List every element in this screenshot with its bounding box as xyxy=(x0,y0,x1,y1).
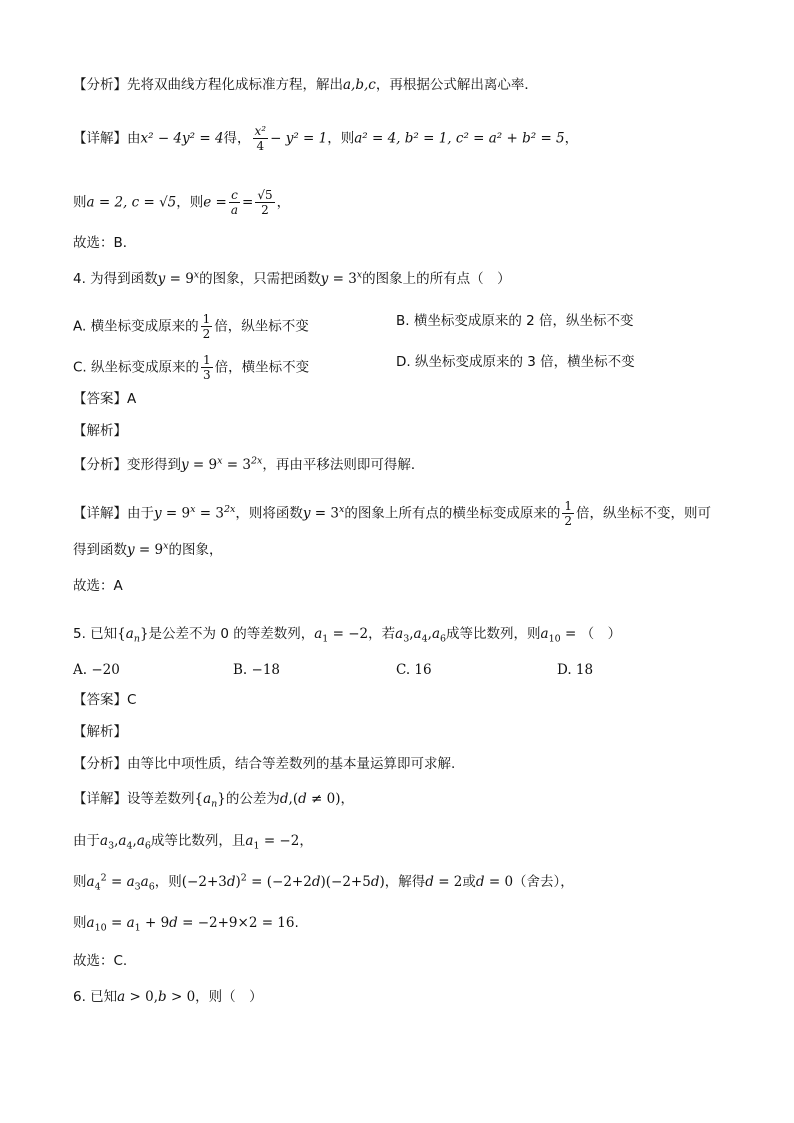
math-eq2: − y² = 1 xyxy=(270,130,328,147)
text: ，再根据公式解出离心率． xyxy=(375,77,538,93)
text: ，则 xyxy=(327,130,355,147)
q4-final: 故选：A xyxy=(73,578,123,594)
q5-fenxi: 【分析】由等比中项性质，结合等差数列的基本量运算即可求解. xyxy=(73,756,456,772)
q4-option-b[interactable]: B. 横坐标变成原来的 2 倍，纵坐标不变 xyxy=(396,313,634,329)
q5-xiangjie: 【详解】设等差数列$\{a_n\}$的公差为d,(d ≠ 0)， xyxy=(73,791,354,810)
text: 由 xyxy=(127,130,141,147)
q6-stem: 6. 已知a > 0,b > 0，则（ ） xyxy=(73,989,263,1005)
q5-option-b[interactable]: B. −18 xyxy=(233,662,280,678)
fraction: $\frac{\text{x²}}{4}$ xyxy=(254,124,267,153)
math: a,b,c xyxy=(343,77,376,93)
q5-final: 故选：C. xyxy=(73,953,128,969)
q4-stem: 4. 为得到函数$y = 9^x$的图象，只需把函数$y = 3^x$的图象上的所有点（ ） xyxy=(73,269,511,287)
q3-line3: 则a = 2, c = √5，则e = $\frac{c}{a}$ = $\frac{√5}{2}$ ， xyxy=(73,188,291,217)
math-eq4: a = 2, c = √5 xyxy=(86,194,177,211)
q5-option-c[interactable]: C. 16 xyxy=(396,662,432,678)
q3-answer: 故选：B． xyxy=(73,235,137,251)
math-eq3: a² = 4, b² = 1, c² = a² + b² = 5 xyxy=(354,130,565,147)
q4-answer: 【答案】A xyxy=(73,391,137,407)
fenxi-tag: 【分析】 xyxy=(73,77,127,93)
fraction: $\frac{√5}{2}$ xyxy=(257,188,273,217)
text: 得， xyxy=(223,130,251,147)
q4-jiexi-tag: 【解析】 xyxy=(73,423,127,439)
q4-option-a[interactable]: A. 横坐标变成原来的 $\frac{1}{2}$ 倍，纵坐标不变 xyxy=(73,312,309,341)
q4-xiangjie-2: 得到函数$y = 9^x$的图象， xyxy=(73,540,223,558)
q5-line2: 由于$a_3,a_4,a_6$成等比数列，且$a_1 = -2$， xyxy=(73,833,313,852)
math-eq1: x² − 4y² = 4 xyxy=(140,130,224,147)
text: 先将双曲线方程化成标准方程，解出 xyxy=(127,77,343,93)
q5-answer: 【答案】C xyxy=(73,692,137,708)
q4-fenxi: 【分析】变形得到$y = 9^x = 3^{2x}$，再由平移法则即可得解． xyxy=(73,455,425,473)
q5-jiexi-tag: 【解析】 xyxy=(73,724,127,740)
q3-xiangjie-line: 【详解】由x² − 4y² = 4得， $\frac{\text{x²}}{4}$ − y² = 1，则a² = 4, b² = 1, c² = a² + b² = 5， xyxy=(73,124,579,153)
q5-option-a[interactable]: A. −20 xyxy=(73,662,120,678)
fraction: $\frac{c}{a}$ xyxy=(230,188,239,217)
q5-option-d[interactable]: D. 18 xyxy=(557,662,594,678)
q5-stem: 5. 已知$\{a_n\}$是公差不为 0 的等差数列，$a_1 = -2$，若$a_3,a_4,a_6$成等比数列，则$a_{10}$ = （ ） xyxy=(73,626,622,645)
q4-xiangjie: 【详解】由于$y = 9^x = 3^{2x}$，则将函数$y = 3^x$的图象上所有点的横坐标变成原来的 $\frac{1}{2}$ 倍，纵坐标不变，则可 xyxy=(73,499,711,528)
q5-line4: 则$a_{10} = a_1 + 9d = -2+9\times 2 = 16$. xyxy=(73,915,299,934)
q4-option-c[interactable]: C. 纵坐标变成原来的 $\frac{1}{3}$ 倍，横坐标不变 xyxy=(73,353,310,382)
q5-line3: 则$a_4^2 = a_3a_6$，则$(-2+3d)^2 = (-2+2d)(-2+5d)$，解得d = 2或d = 0（舍去）， xyxy=(73,872,574,893)
q4-option-d[interactable]: D. 纵坐标变成原来的 3 倍，横坐标不变 xyxy=(396,354,635,370)
xiangjie-tag: 【详解】 xyxy=(73,130,127,147)
q3-fenxi-line xyxy=(73,76,538,94)
